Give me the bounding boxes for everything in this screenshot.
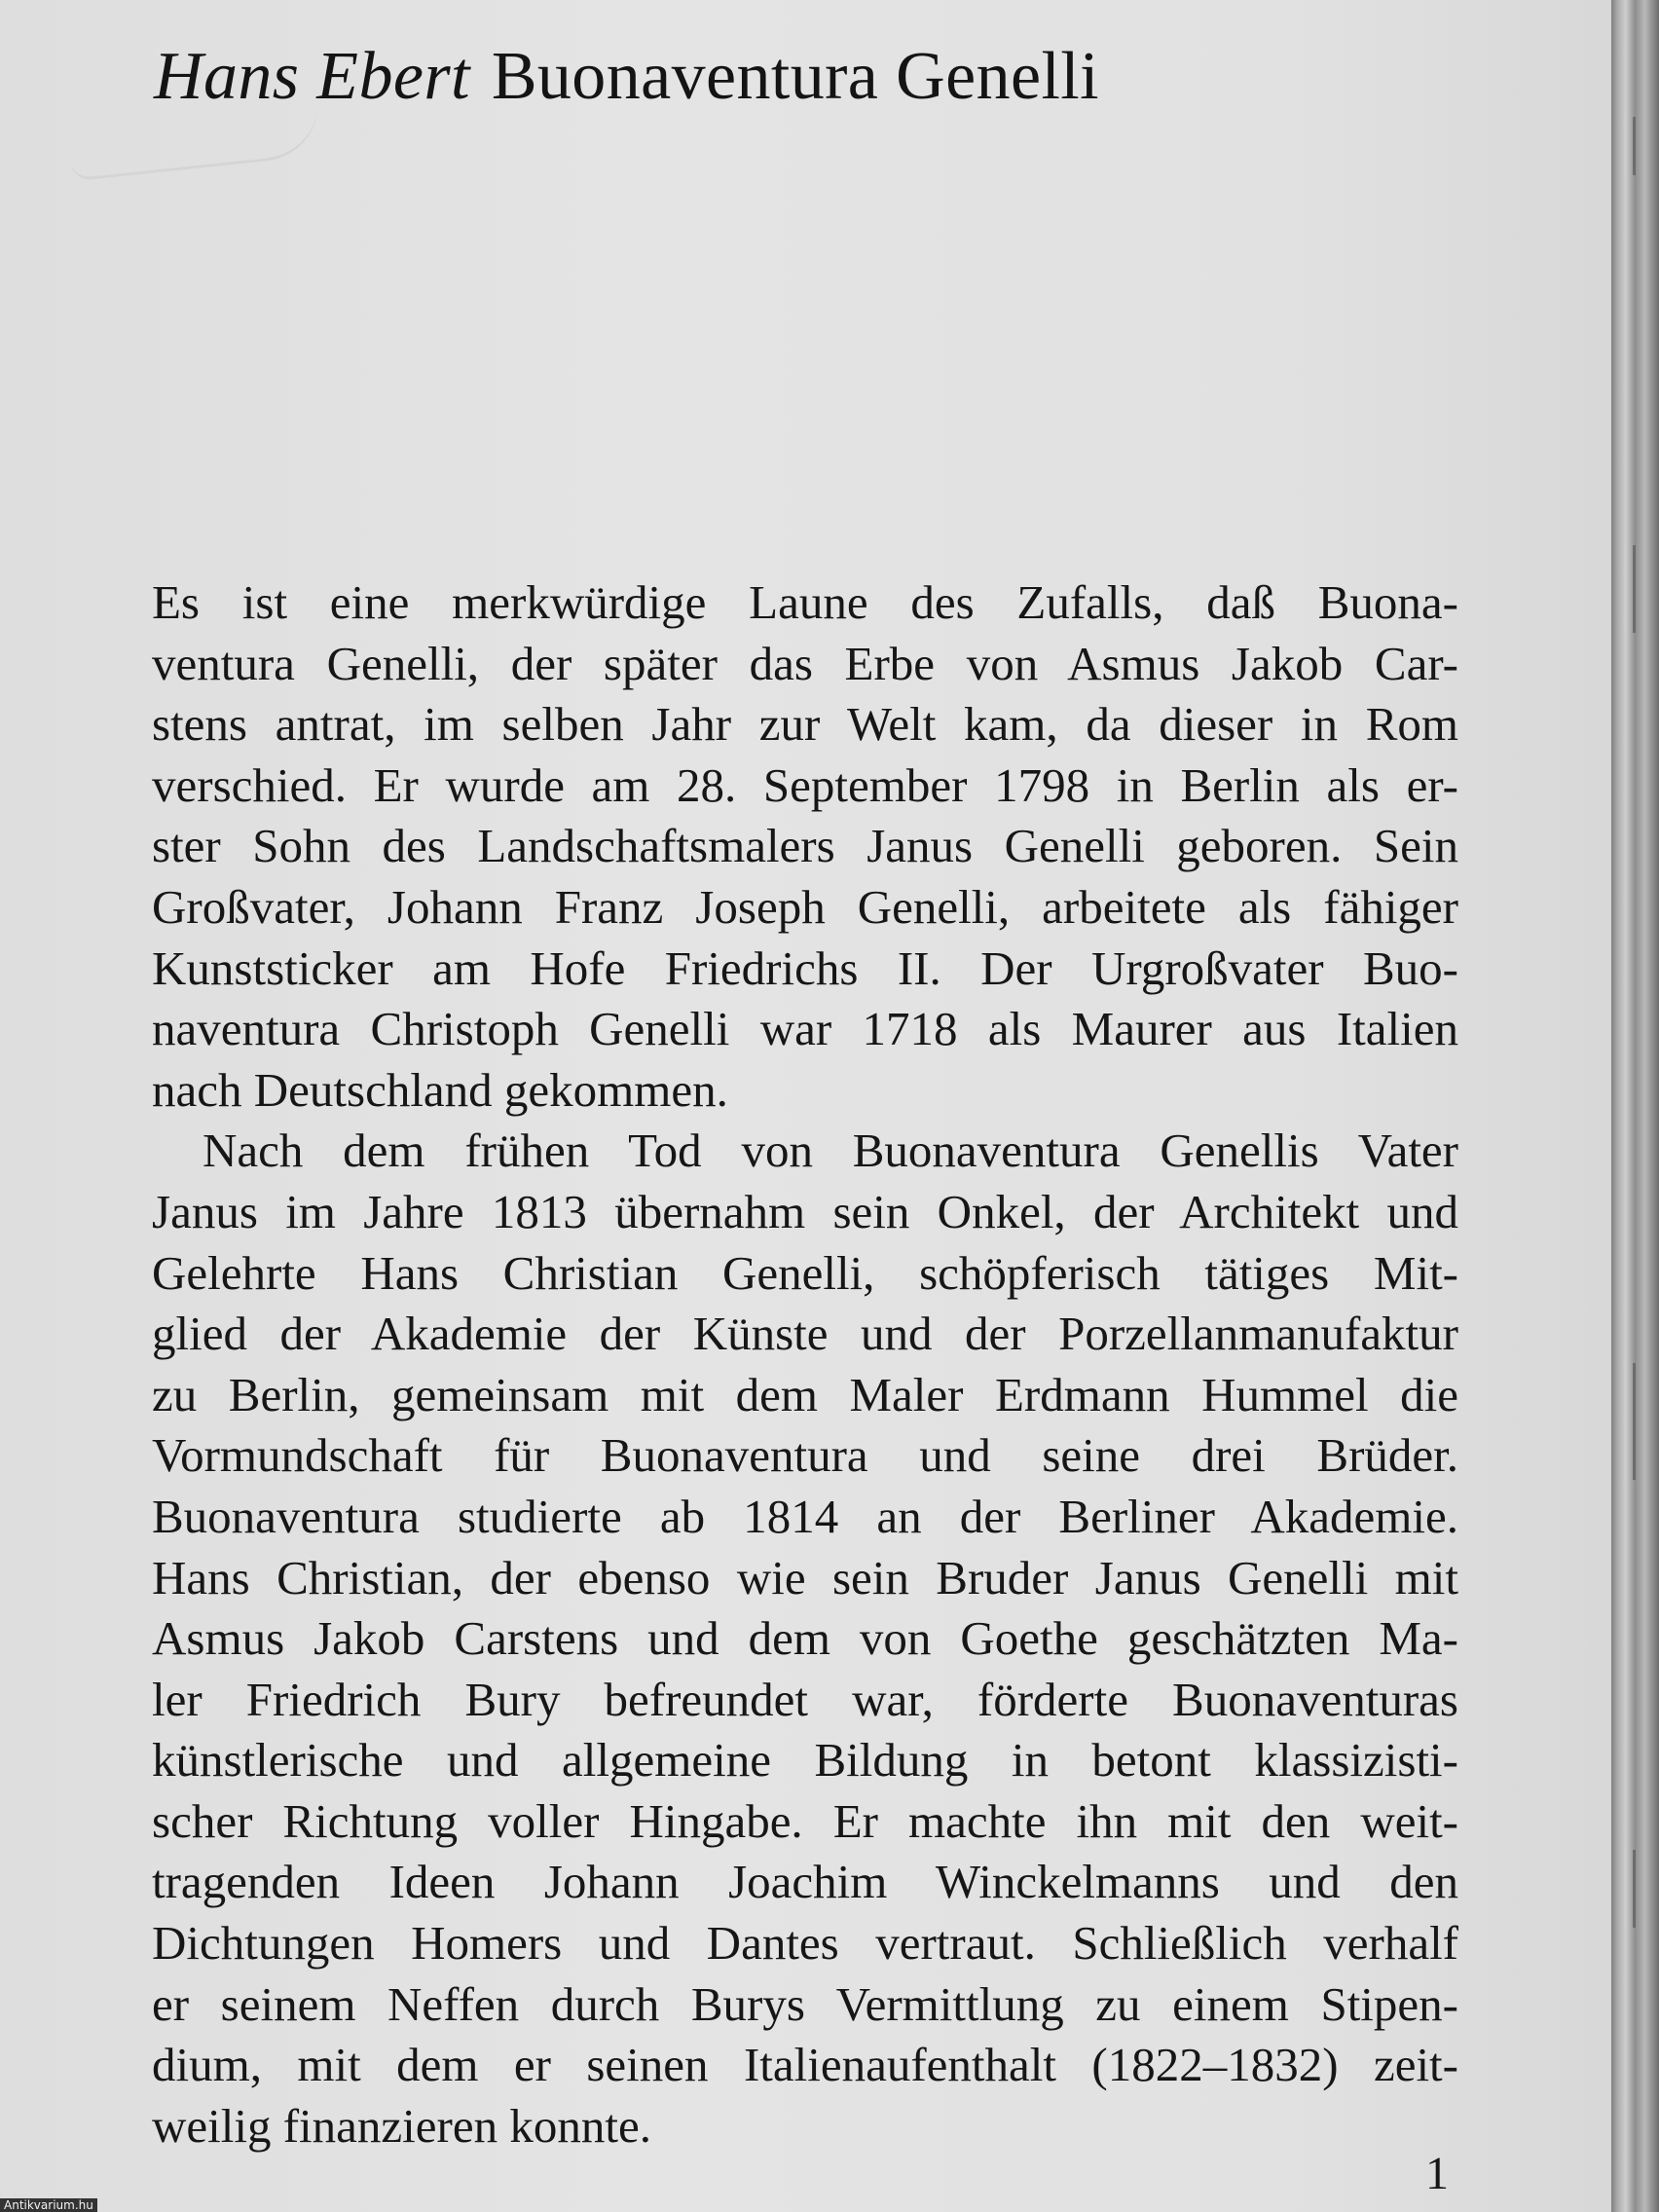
text-line: ler Friedrich Bury befreundet war, förderte Buonaventuras [152, 1672, 1458, 1726]
text-line: zu Berlin, gemeinsam mit dem Maler Erdmann Hummel die [152, 1367, 1458, 1421]
text-line: verschied. Er wurde am 28. September 1798 in Berlin als er- [152, 757, 1458, 812]
text-line: Buonaventura studierte ab 1814 an der Berliner Akademie. [152, 1489, 1458, 1543]
text-line: tragenden Ideen Johann Joachim Winckelmanns und den [152, 1855, 1458, 1909]
text-line: Es ist eine merkwürdige Laune des Zufalls, daß Buona- [152, 575, 1458, 629]
text-line: Hans Christian, der ebenso wie sein Bruder Janus Genelli mit [152, 1550, 1458, 1604]
text-line: naventura Christoph Genelli war 1718 als Maurer aus Italien [152, 1002, 1458, 1056]
text-line: Vormundschaft für Buonaventura und seine drei Brüder. [152, 1428, 1458, 1483]
text-line: scher Richtung voller Hingabe. Er machte ihn mit den weit- [152, 1793, 1458, 1848]
text-line: Janus im Jahre 1813 übernahm sein Onkel, der Architekt und [152, 1184, 1458, 1238]
edge-streak [1633, 1850, 1636, 1928]
text-line: ster Sohn des Landschaftsmalers Janus Genelli geboren. Sein [152, 819, 1458, 873]
text-line: Gelehrte Hans Christian Genelli, schöpferisch tätiges Mit- [152, 1245, 1458, 1300]
text-line: Nach dem frühen Tod von Buonaventura Genellis Vater [203, 1124, 1458, 1178]
text-line: er seinem Neffen durch Burys Vermittlung zu einem Stipen- [152, 1976, 1458, 2031]
text-line: stens antrat, im selben Jahr zur Welt kam, da dieser in Rom [152, 697, 1458, 752]
paragraph-1 [152, 572, 1458, 1121]
text-line: künstlerische und allgemeine Bildung in betont klassizisti- [152, 1733, 1458, 1788]
text-line: Dichtungen Homers und Dantes vertraut. Schließlich verhalf [152, 1916, 1458, 1971]
page-number: 1 [1425, 2148, 1449, 2199]
text-line: ventura Genelli, der später das Erbe von Asmus Jakob Car- [152, 636, 1458, 690]
text-line: glied der Akademie der Künste und der Porzellanmanufaktur [152, 1307, 1458, 1361]
chapter-title: Buonaventura Genelli [491, 39, 1100, 114]
text-line: Großvater, Johann Franz Joseph Genelli, arbeitete als fähiger [152, 879, 1458, 934]
text-line: nach Deutschland gekommen. [152, 1062, 728, 1117]
edge-streak [1633, 1363, 1636, 1480]
page-header [154, 33, 1099, 121]
text-line: weilig finanzieren konnte. [152, 2098, 651, 2153]
text-line: dium, mit dem er seinen Italienaufenthalt (1822–1832) zeit- [152, 2038, 1458, 2092]
edge-streak [1633, 545, 1636, 633]
source-watermark: Antikvarium.hu [0, 2198, 97, 2212]
text-line: Asmus Jakob Carstens und dem von Goethe geschätzten Ma- [152, 1611, 1458, 1666]
author-name: Hans Ebert [154, 39, 470, 114]
page-edge-shadow [1611, 0, 1659, 2212]
body-text [152, 572, 1458, 2157]
edge-streak [1633, 117, 1636, 175]
paragraph-2 [152, 1121, 1458, 2157]
text-line: Kunststicker am Hofe Friedrichs II. Der Urgroßvater Buo- [152, 940, 1458, 995]
